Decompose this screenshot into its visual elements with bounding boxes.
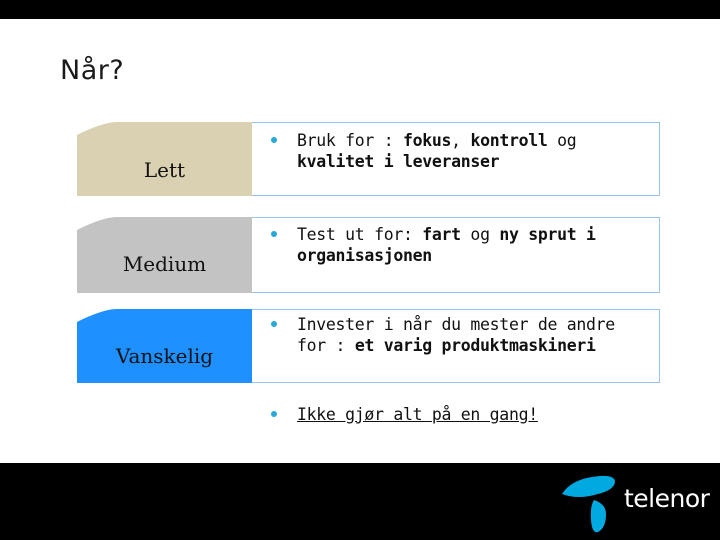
- slide-title: Når?: [60, 55, 125, 86]
- tab-lett: [77, 122, 252, 196]
- tab-vanskelig-label: Vanskelig: [115, 344, 214, 368]
- tab-medium: [77, 217, 252, 293]
- tab-lett-label: Lett: [143, 158, 186, 182]
- bullet-dot: [271, 231, 277, 237]
- tab-medium-label: Medium: [122, 252, 207, 276]
- row-medium-text: Test ut for: fart og ny sprut i organisasjonen: [297, 225, 596, 265]
- telenor-logo-icon: [560, 470, 622, 536]
- row-vanskelig-text: Invester i når du mester de andre for : et varig produktmaskineri: [297, 315, 615, 355]
- last-bullet-text: Ikke gjør alt på en gang!: [297, 405, 538, 424]
- bullet-dot: [271, 321, 277, 327]
- tab-vanskelig: [77, 309, 252, 383]
- row-lett-text: Bruk for : fokus, kontroll og kvalitet i leveranser: [297, 131, 577, 171]
- bullet-dot: [271, 411, 277, 417]
- bullet-dot: [271, 137, 277, 143]
- top-bar: [0, 0, 720, 19]
- telenor-logo-text: telenor: [624, 484, 710, 513]
